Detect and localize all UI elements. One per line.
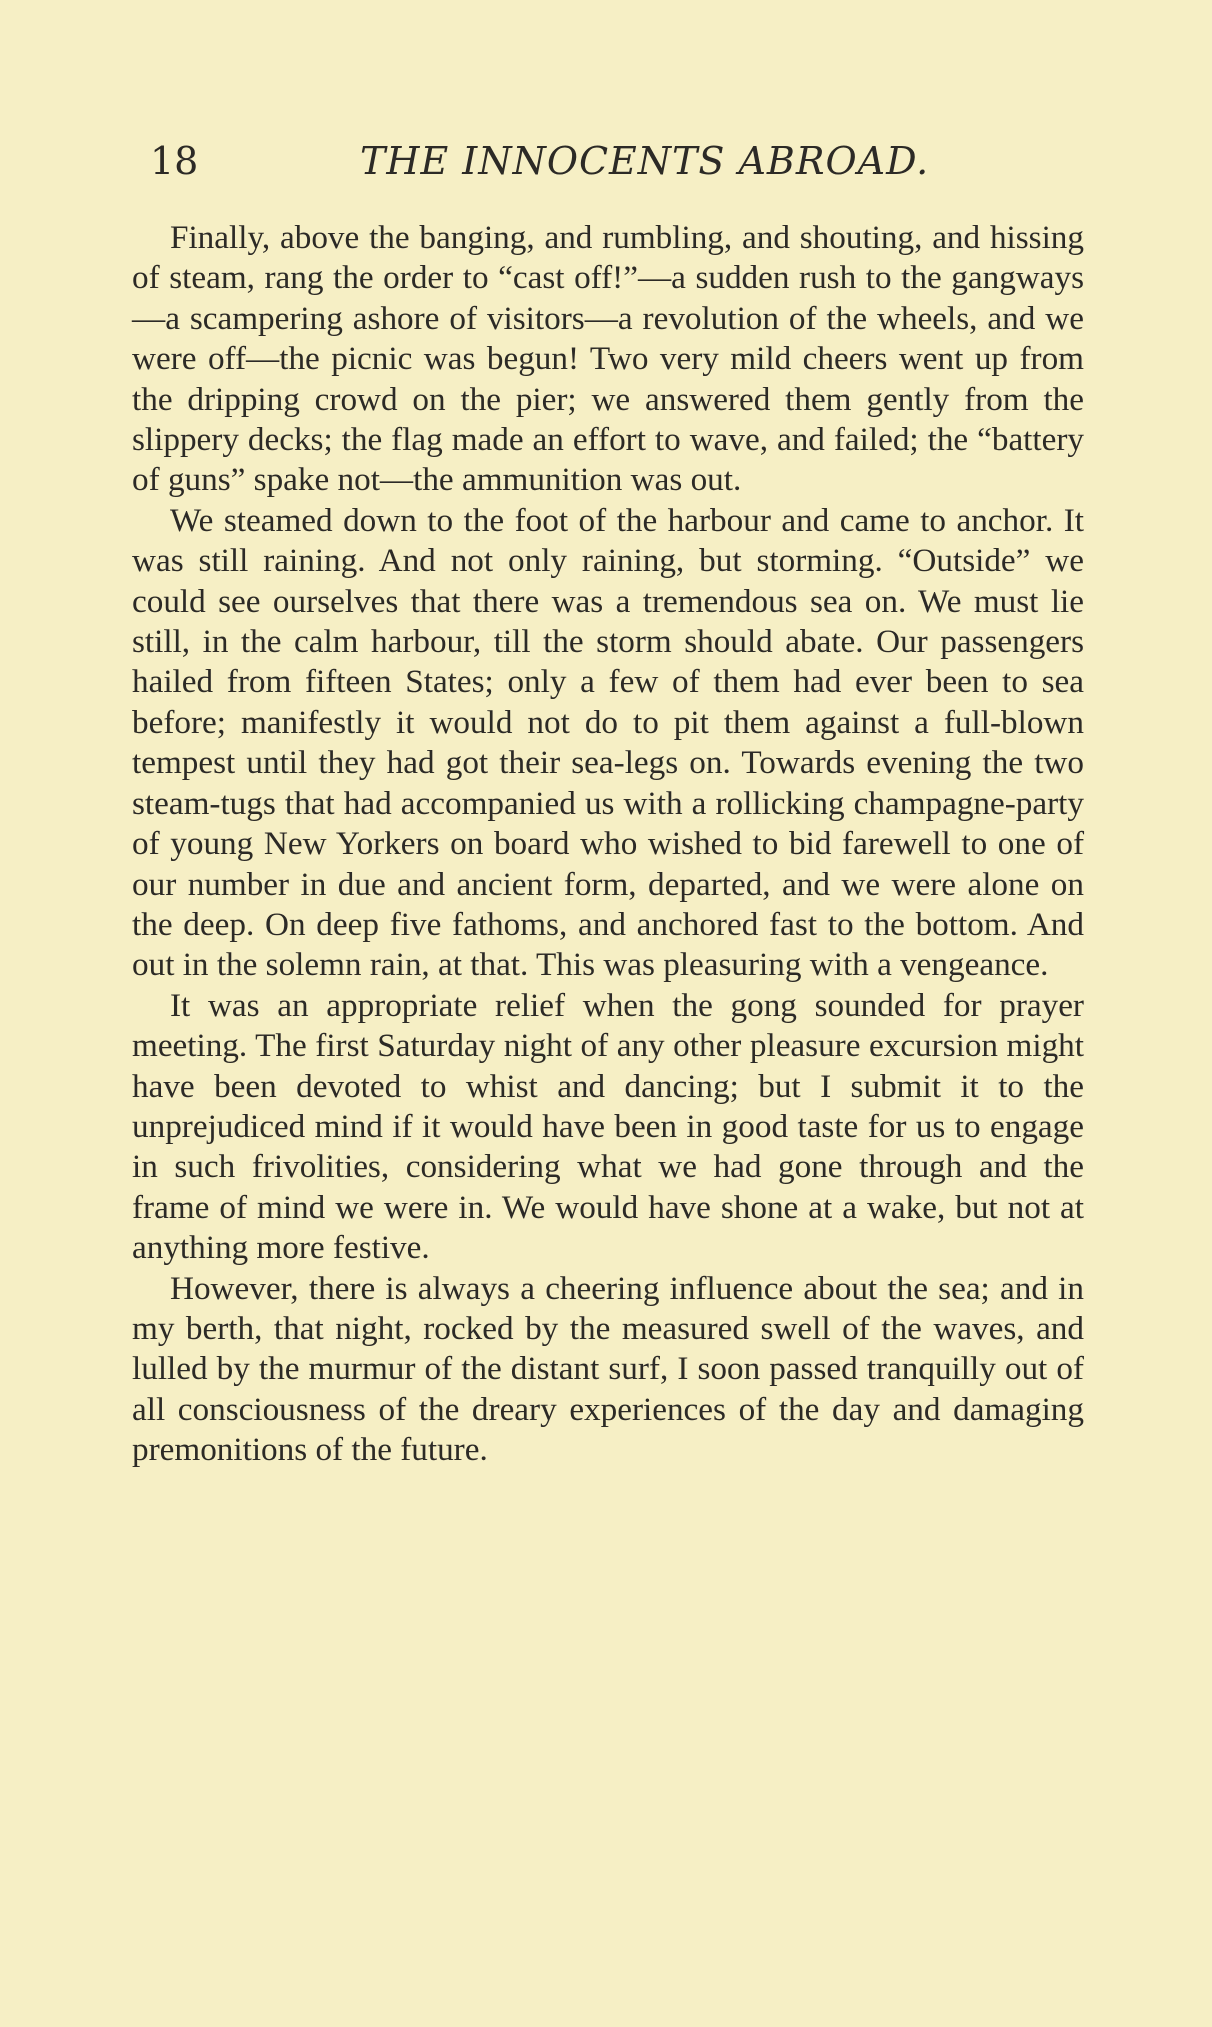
running-title: THE INNOCENTS ABROAD. (360, 139, 930, 183)
paragraph: However, there is always a cheering influence about the sea; and in my berth, that night, rocked by the measured swell of the waves, and lulled by the murmur of the distant surf, I soon passed tranquilly out of all consciousness of the dreary experiences of the day and damaging premonitions of the future. (132, 1269, 1084, 1469)
body-text (132, 218, 1084, 1471)
paragraph: Finally, above the banging, and rumbling, and shouting, and hissing of steam, rang the order to “cast off!”—a sudden rush to the gangways—a scampering ashore of visitors—a revolution of the wheels, and we were off—the picnic was begun! Two very mild cheers went up from the dripping crowd on the pier; we answered them gently from the slippery decks; the flag made an effort to wave, and failed; the “battery of guns” spake not—the ammunition was out. (132, 219, 1084, 499)
paragraph: It was an appropriate relief when the gong sounded for prayer meeting. The first Saturday night of any other pleasure excursion might have been devoted to whist and dancing; but I submit it to the unprejudiced mind if it would have been in good taste for us to engage in such frivolities, considering what we had gone through and the frame of mind we were in. We would have shone at a wake, but not at anything more festive. (132, 986, 1084, 1267)
paragraph: We steamed down to the foot of the harbour and came to anchor. It was still raining. And not only raining, but storming. “Outside” we could see ourselves that there was a tremendous sea on. We must lie still, in the calm harbour, till the storm should abate. Our passengers hailed from fifteen States; only a few of them had ever been to sea before; manifestly it would not do to pit them against a full-blown tempest until they had got their sea-legs on. Towards evening the two steam-tugs that had accompanied us with a rollicking champagne-party of young New Yorkers on board who wished to bid farewell to one of our number in due and ancient form, departed, and we were alone on the deep. On deep five fathoms, and anchored fast to the bottom. And out in the solemn rain, at that. This was pleasuring with a vengeance. (132, 501, 1084, 984)
page-number: 18 (150, 139, 199, 183)
page-header (150, 136, 1070, 186)
